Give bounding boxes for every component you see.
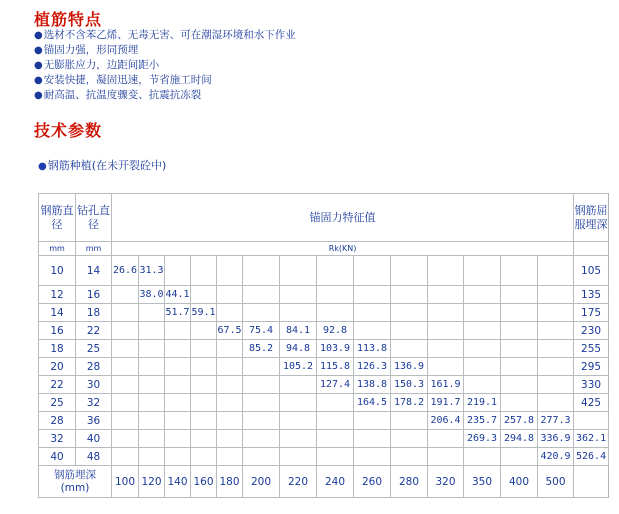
hole-dia-cell: 36 — [76, 412, 112, 430]
embed-depth-unit: (mm) — [60, 481, 90, 494]
value-cell: 31.3 — [139, 256, 165, 286]
params-heading: 技术参数 — [34, 121, 103, 140]
value-cell: 420.9 — [538, 448, 574, 466]
feature-text: 选材不含苯乙烯、无毒无害、可在潮湿环境和水下作业 — [43, 29, 296, 41]
value-cell: 526.4 — [574, 448, 609, 466]
table-row — [39, 448, 609, 466]
features-list — [34, 28, 296, 103]
value-cell: 150.3 — [391, 376, 428, 394]
value-cell: 138.8 — [354, 376, 391, 394]
table-row — [39, 358, 609, 376]
value-cell: 294.8 — [501, 430, 538, 448]
value-cell: 92.8 — [317, 322, 354, 340]
value-cell: 67.5 — [217, 322, 243, 340]
unit-cell — [574, 242, 609, 256]
depth-cell: 400 — [501, 466, 538, 498]
value-cell: 136.9 — [391, 358, 428, 376]
feature-item — [34, 28, 296, 43]
value-cell: 59.1 — [191, 304, 217, 322]
table-row — [39, 256, 609, 286]
value-cell: 161.9 — [428, 376, 464, 394]
value-cell: 235.7 — [464, 412, 501, 430]
bullet-icon: ● — [34, 45, 43, 56]
value-cell: 38.0 — [139, 286, 165, 304]
embed-depth-label — [39, 466, 112, 498]
feature-item — [34, 43, 296, 58]
bullet-icon: ● — [38, 161, 47, 172]
rebar-dia-cell: 14 — [39, 304, 76, 322]
feature-text: 锚固力强，形同预埋 — [43, 44, 139, 56]
value-cell: 277.3 — [538, 412, 574, 430]
empty-cell — [574, 466, 609, 498]
value-cell: 85.2 — [243, 340, 280, 358]
value-cell: 219.1 — [464, 394, 501, 412]
depth-cell: 280 — [391, 466, 428, 498]
yield-depth-cell: 175 — [574, 304, 609, 322]
depth-cell: 120 — [139, 466, 165, 498]
value-cell: 178.2 — [391, 394, 428, 412]
unit-cell: mm — [39, 242, 76, 256]
value-cell: 269.3 — [464, 430, 501, 448]
hole-dia-cell: 28 — [76, 358, 112, 376]
feature-text: 安装快捷，凝固迅速，节省施工时间 — [43, 74, 212, 86]
anchor-header: 锚固力特征值 — [112, 194, 574, 242]
depth-cell: 260 — [354, 466, 391, 498]
feature-item — [34, 88, 296, 103]
feature-text: 无膨胀应力，边距间距小 — [43, 59, 160, 71]
value-cell: 51.7 — [165, 304, 191, 322]
table-row — [39, 304, 609, 322]
rebar-dia-cell: 32 — [39, 430, 76, 448]
hole-dia-cell: 30 — [76, 376, 112, 394]
table-row — [39, 322, 609, 340]
yield-depth-cell: 105 — [574, 256, 609, 286]
value-cell: 336.9 — [538, 430, 574, 448]
value-cell: 164.5 — [354, 394, 391, 412]
depth-cell: 160 — [191, 466, 217, 498]
yield-depth-cell: 135 — [574, 286, 609, 304]
depth-cell: 220 — [280, 466, 317, 498]
hole-dia-cell: 40 — [76, 430, 112, 448]
rebar-dia-cell: 25 — [39, 394, 76, 412]
unit-row — [39, 242, 609, 256]
value-cell: 126.3 — [354, 358, 391, 376]
depth-cell: 140 — [165, 466, 191, 498]
embed-depth-text: 钢筋埋深 — [54, 468, 96, 481]
table-row — [39, 412, 609, 430]
yield-depth-cell: 255 — [574, 340, 609, 358]
header-row — [39, 194, 609, 242]
hole-dia-cell: 22 — [76, 322, 112, 340]
bullet-icon: ● — [34, 30, 43, 41]
depth-cell: 320 — [428, 466, 464, 498]
bullet-icon: ● — [34, 75, 43, 86]
rebar-dia-cell: 22 — [39, 376, 76, 394]
yield-depth-cell: 425 — [574, 394, 609, 412]
depth-cell: 240 — [317, 466, 354, 498]
table-row — [39, 430, 609, 448]
unit-rk-cell: Rk(KN) — [112, 242, 574, 256]
footer-row — [39, 466, 609, 498]
subtitle-text: 钢筋种植(在未开裂砼中) — [47, 159, 167, 172]
table-row — [39, 286, 609, 304]
value-cell: 84.1 — [280, 322, 317, 340]
hole-dia-cell: 25 — [76, 340, 112, 358]
rebar-dia-cell: 10 — [39, 256, 76, 286]
value-cell: 94.8 — [280, 340, 317, 358]
value-cell: 103.9 — [317, 340, 354, 358]
table-row — [39, 394, 609, 412]
depth-cell: 350 — [464, 466, 501, 498]
value-cell: 362.1 — [574, 430, 609, 448]
yield-depth-header: 钢筋屈服埋深 — [574, 194, 609, 242]
value-cell: 113.8 — [354, 340, 391, 358]
rebar-dia-cell: 20 — [39, 358, 76, 376]
rebar-dia-cell: 28 — [39, 412, 76, 430]
table-row — [39, 340, 609, 358]
value-cell: 115.8 — [317, 358, 354, 376]
bullet-icon: ● — [34, 60, 43, 71]
depth-cell: 100 — [112, 466, 139, 498]
yield-depth-cell: 330 — [574, 376, 609, 394]
feature-text: 耐高温、抗温度骤变、抗震抗冻裂 — [43, 89, 202, 101]
hole-dia-cell: 16 — [76, 286, 112, 304]
value-cell: 127.4 — [317, 376, 354, 394]
unit-cell: mm — [76, 242, 112, 256]
depth-cell: 180 — [217, 466, 243, 498]
rebar-dia-header: 钢筋直径 — [39, 194, 76, 242]
value-cell: 206.4 — [428, 412, 464, 430]
anchor-table — [38, 193, 609, 498]
hole-dia-header: 钻孔直径 — [76, 194, 112, 242]
hole-dia-cell: 32 — [76, 394, 112, 412]
value-cell: 44.1 — [165, 286, 191, 304]
depth-cell: 200 — [243, 466, 280, 498]
value-cell: 26.6 — [112, 256, 139, 286]
table-row — [39, 376, 609, 394]
hole-dia-cell: 18 — [76, 304, 112, 322]
table-subtitle — [38, 157, 166, 173]
feature-item — [34, 58, 296, 73]
value-cell: 75.4 — [243, 322, 280, 340]
hole-dia-cell: 48 — [76, 448, 112, 466]
yield-depth-cell: 230 — [574, 322, 609, 340]
feature-item — [34, 73, 296, 88]
yield-depth-cell: 295 — [574, 358, 609, 376]
rebar-dia-cell: 12 — [39, 286, 76, 304]
value-cell: 105.2 — [280, 358, 317, 376]
depth-cell: 500 — [538, 466, 574, 498]
rebar-dia-cell: 40 — [39, 448, 76, 466]
value-cell: 191.7 — [428, 394, 464, 412]
rebar-dia-cell: 16 — [39, 322, 76, 340]
value-cell: 257.8 — [501, 412, 538, 430]
bullet-icon: ● — [34, 90, 43, 101]
features-heading: 植筋特点 — [34, 10, 103, 29]
rebar-dia-cell: 18 — [39, 340, 76, 358]
hole-dia-cell: 14 — [76, 256, 112, 286]
